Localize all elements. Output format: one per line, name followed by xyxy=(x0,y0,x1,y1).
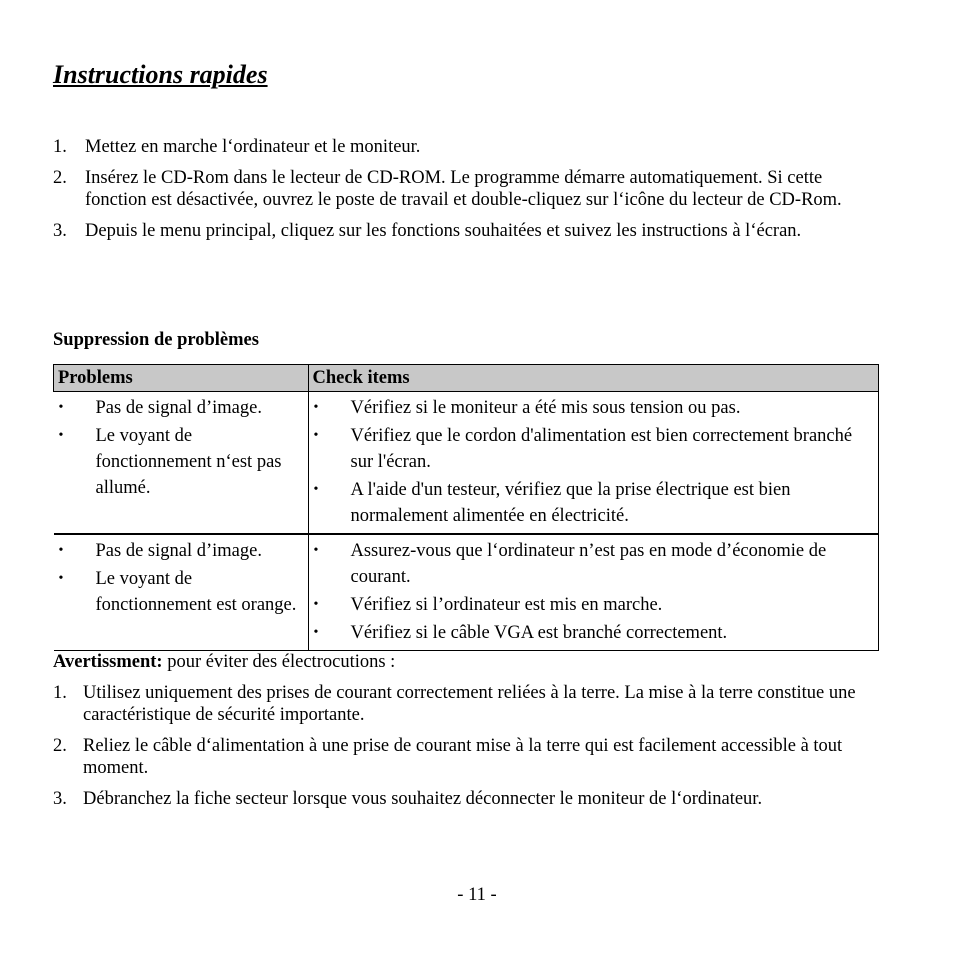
check-item: • Vérifiez si le moniteur a été mis sous tension ou pas. xyxy=(309,395,879,421)
problems-cell xyxy=(54,392,309,535)
step-text: Mettez en marche l‘ordinateur et le moniteur. xyxy=(85,137,421,157)
step-number: 2. xyxy=(53,168,67,188)
bullet-icon: • xyxy=(313,428,319,443)
check-item: • Vérifiez si le câble VGA est branché correctement. xyxy=(309,620,879,646)
bullet-icon: • xyxy=(58,543,64,558)
warning-line xyxy=(53,651,395,673)
step-text: Depuis le menu principal, cliquez sur les fonctions souhaitées et suivez les instructions à l‘écran. xyxy=(85,221,802,241)
problems-cell xyxy=(54,534,309,651)
check-items-header: Check items xyxy=(308,365,879,392)
problems-header: Problems xyxy=(54,365,309,392)
problem-item: • Pas de signal d’image. xyxy=(54,395,308,421)
step-number: 2. xyxy=(53,736,67,756)
troubleshooting-table xyxy=(53,364,879,651)
bullet-icon: • xyxy=(313,543,319,558)
warning-label: Avertissment: xyxy=(53,652,163,672)
bullet-icon: • xyxy=(313,625,319,640)
warning-step xyxy=(53,682,888,726)
problem-item: • Pas de signal d’image. xyxy=(54,538,308,564)
instruction-step xyxy=(53,136,888,158)
instruction-step xyxy=(53,220,888,242)
bullet-icon: • xyxy=(313,482,319,497)
check-items-cell xyxy=(308,392,879,535)
step-text: Reliez le câble d‘alimentation à une prise de courant mise à la terre qui est facilement accessible à tout moment. xyxy=(83,736,843,778)
check-item: • Vérifiez que le cordon d'alimentation est bien correctement branché sur l'écran. xyxy=(309,423,879,475)
step-number: 3. xyxy=(53,789,67,809)
step-number: 1. xyxy=(53,137,67,157)
page-number: - 11 - xyxy=(457,885,497,905)
bullet-icon: • xyxy=(313,597,319,612)
check-item: • Vérifiez si l’ordinateur est mis en marche. xyxy=(309,592,879,618)
warning-text: pour éviter des électrocutions : xyxy=(162,652,396,672)
check-item: • A l'aide d'un testeur, vérifiez que la prise électrique est bien normalement alimentée en électricité. xyxy=(309,477,879,529)
warning-step xyxy=(53,788,888,810)
check-item: • Assurez-vous que l‘ordinateur n’est pas en mode d’économie de courant. xyxy=(309,538,879,590)
step-text: Utilisez uniquement des prises de courant correctement reliées à la terre. La mise à la terre constitue une caractéristique de sécurité importante. xyxy=(83,683,856,725)
bullet-icon: • xyxy=(313,400,319,415)
table-header-row xyxy=(54,365,879,392)
step-text: Insérez le CD-Rom dans le lecteur de CD-ROM. Le programme démarre automatiquement. Si cette fonction est désactivée, ouvrez le poste de travail et double-cliquez sur l‘icône du lecteur de CD-Rom. xyxy=(85,168,842,210)
bullet-icon: • xyxy=(58,400,64,415)
warning-steps xyxy=(53,682,888,819)
problem-item: • Le voyant de fonctionnement est orange. xyxy=(54,566,308,618)
step-text: Débranchez la fiche secteur lorsque vous souhaitez déconnecter le moniteur de l‘ordinateur. xyxy=(83,789,763,809)
bullet-icon: • xyxy=(58,571,64,586)
check-items-cell xyxy=(308,534,879,651)
bullet-icon: • xyxy=(58,428,64,443)
problem-item: • Le voyant de fonctionnement n‘est pas allumé. xyxy=(54,423,308,501)
instruction-steps xyxy=(53,136,888,251)
troubleshooting-title: Suppression de problèmes xyxy=(53,330,259,350)
page-title: Instructions rapides xyxy=(53,60,268,89)
table-row xyxy=(54,392,879,535)
step-number: 3. xyxy=(53,221,67,241)
step-number: 1. xyxy=(53,683,67,703)
warning-step xyxy=(53,735,888,779)
instruction-step xyxy=(53,167,888,211)
table-row xyxy=(54,534,879,651)
